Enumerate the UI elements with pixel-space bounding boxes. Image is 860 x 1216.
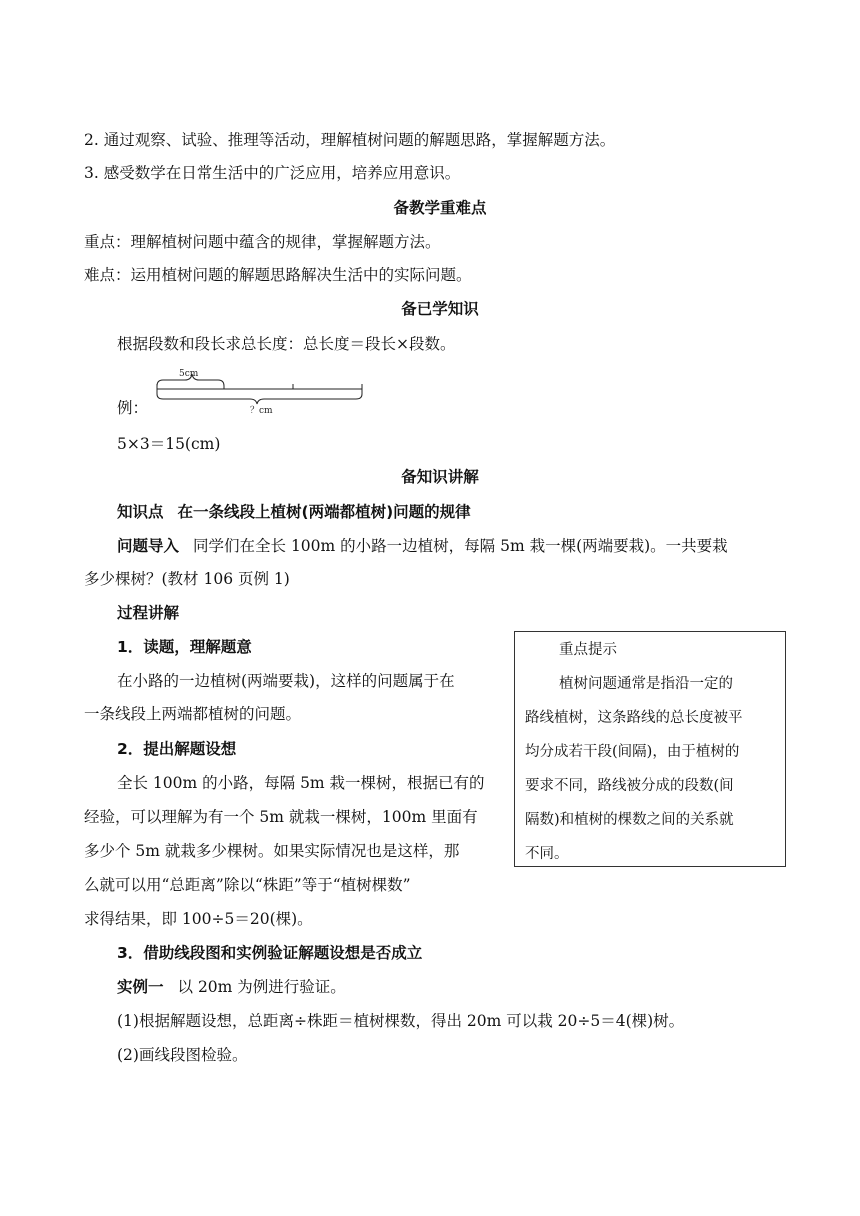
step-2-line-4: 么就可以用“总距离”除以“株距”等于“植树棵数” <box>84 876 411 894</box>
segment-diagram <box>150 364 370 416</box>
step-2-line-2: 经验，可以理解为有一个 5m 就栽一棵树，100m 里面有 <box>84 808 478 826</box>
knowledge-point <box>117 501 471 523</box>
diagram-top-label: 5cm <box>179 369 199 379</box>
step-2-title: 2．提出解题设想 <box>117 740 237 758</box>
example-1-label: 实例一 <box>117 978 164 996</box>
example-1-point-1: (1)根据解题设想，总距离÷株距＝植树棵数，得出 20m 可以栽 20÷5＝4(棵)树。 <box>117 1012 685 1030</box>
tip-line-5: 隔数)和植树的棵数之间的关系就 <box>525 812 734 828</box>
step-2-line-1: 全长 100m 的小路，每隔 5m 栽一棵树，根据已有的 <box>117 774 485 792</box>
step-1-title: 1．读题，理解题意 <box>117 638 252 656</box>
diagram-bottom-label: ？cm <box>250 406 273 416</box>
tip-box <box>514 631 786 867</box>
explain-heading: 备知识讲解 <box>401 468 479 486</box>
knowledge-label: 知识点 <box>117 503 164 521</box>
step-2-line-3: 多少个 5m 就栽多少棵树。如果实际情况也是这样，那 <box>84 842 460 860</box>
goal-3: 3. 感受数学在日常生活中的广泛应用，培养应用意识。 <box>84 164 461 182</box>
intro-line-1 <box>117 535 728 557</box>
prior-heading: 备已学知识 <box>401 300 479 318</box>
step-1-line-1: 在小路的一边植树(两端要栽)，这样的问题属于在 <box>117 672 455 690</box>
prior-calc: 5×3＝15(cm) <box>117 435 221 453</box>
knowledge-title: 在一条线段上植树(两端都植树)问题的规律 <box>177 503 471 521</box>
key-point: 重点：理解植树问题中蕴含的规律，掌握解题方法。 <box>84 233 441 251</box>
goal-2: 2. 通过观察、试验、推理等活动，理解植树问题的解题思路，掌握解题方法。 <box>84 131 616 149</box>
tip-title: 重点提示 <box>559 642 617 658</box>
example-1-point-2: (2)画线段图检验。 <box>117 1046 248 1064</box>
tip-line-6: 不同。 <box>525 846 569 862</box>
step-3-title: 3．借助线段图和实例验证解题设想是否成立 <box>117 944 423 962</box>
example-label: 例： <box>117 399 149 417</box>
step-1-line-2: 一条线段上两端都植树的问题。 <box>84 705 302 723</box>
difficulty-heading: 备教学重难点 <box>393 199 487 217</box>
tip-line-3: 均分成若干段(间隔)，由于植树的 <box>525 744 740 760</box>
process-heading: 过程讲解 <box>117 604 180 622</box>
tip-line-1: 植树问题通常是指沿一定的 <box>559 676 733 692</box>
intro-label: 问题导入 <box>117 537 180 555</box>
prior-rule: 根据段数和段长求总长度：总长度＝段长×段数。 <box>117 335 456 353</box>
difficult-point: 难点：运用植树问题的解题思路解决生活中的实际问题。 <box>84 266 472 284</box>
step-2-line-5: 求得结果，即 100÷5＝20(棵)。 <box>84 910 313 928</box>
intro-text-1: 同学们在全长 100m 的小路一边植树，每隔 5m 栽一棵(两端要栽)。一共要栽 <box>193 537 728 555</box>
tip-line-2: 路线植树，这条路线的总长度被平 <box>525 710 743 726</box>
tip-line-4: 要求不同，路线被分成的段数(间 <box>525 778 734 794</box>
example-1-text: 以 20m 为例进行验证。 <box>177 978 346 996</box>
example-1-line <box>117 976 346 998</box>
intro-line-2: 多少棵树？(教材 106 页例 1) <box>84 570 290 588</box>
